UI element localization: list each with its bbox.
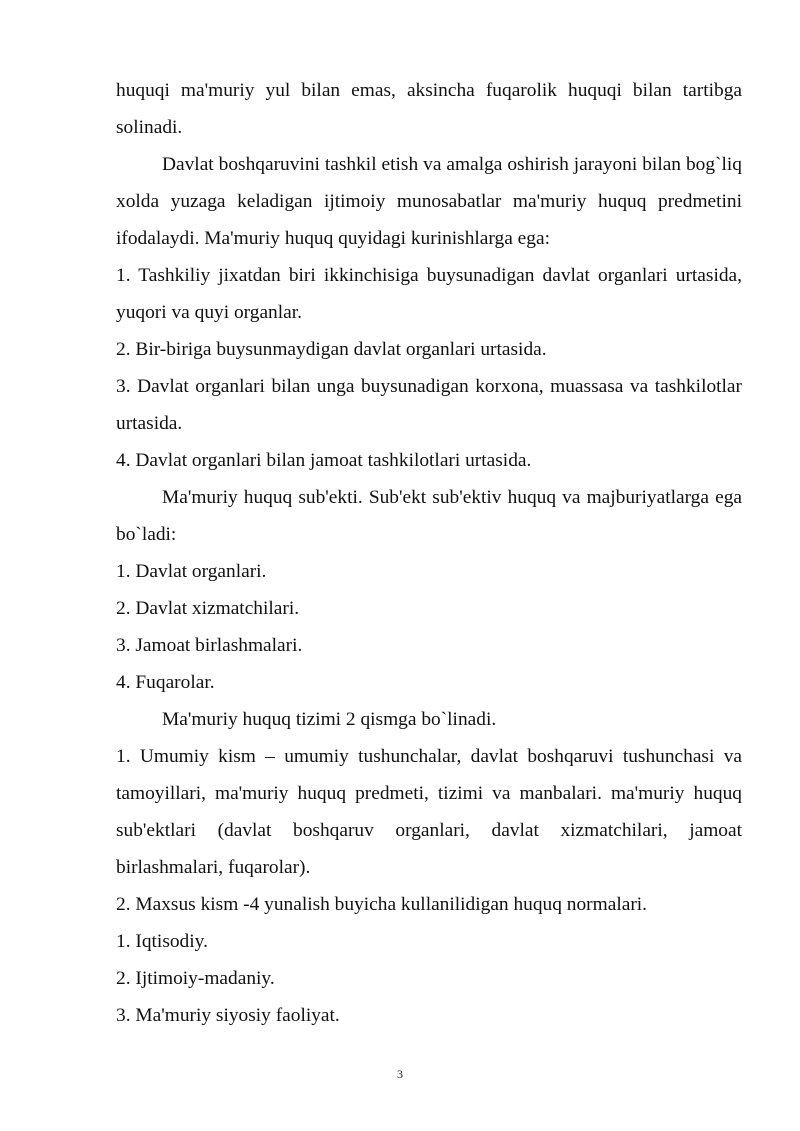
paragraph-continuation: huquqi ma'muriy yul bilan emas, aksincha fuqarolik huquqi bilan tartibga solinadi. bbox=[116, 80, 742, 138]
paragraph-subjects-heading: Ma'muriy huquq sub'ekti. Sub'ekt sub'ektiv huquq va majburiyatlarga ega bo`ladi: bbox=[116, 487, 742, 545]
list-item-relation-2: 2. Bir-biriga buysunmaydigan davlat organlari urtasida. bbox=[116, 339, 547, 360]
list-item-direction-3: 3. Ma'muriy siyosiy faoliyat. bbox=[116, 1005, 340, 1026]
list-item-relation-3: 3. Davlat organlari bilan unga buysunadigan korxona, muassasa va tashkilotlar urtasida. bbox=[116, 376, 742, 434]
list-item-subject-1: 1. Davlat organlari. bbox=[116, 561, 267, 582]
list-item-subject-4: 4. Fuqarolar. bbox=[116, 672, 215, 693]
page-number: 3 bbox=[397, 1067, 403, 1081]
list-item-relation-4: 4. Davlat organlari bilan jamoat tashkilotlari urtasida. bbox=[116, 450, 532, 471]
document-body bbox=[116, 72, 742, 1034]
list-item-direction-1: 1. Iqtisodiy. bbox=[116, 931, 208, 952]
paragraph-subject-definition: Davlat boshqaruvini tashkil etish va amalga oshirish jarayoni bilan bog`liq xolda yuzaga keladigan ijtimoiy munosabatlar ma'muriy huquq predmetini ifodalaydi. Ma'muriy huquq quyidagi kurinishlarga ega: bbox=[116, 154, 742, 249]
list-item-special-part: 2. Maxsus kism -4 yunalish buyicha kullanilidigan huquq normalari. bbox=[116, 894, 648, 915]
list-item-direction-2: 2. Ijtimoiy-madaniy. bbox=[116, 968, 275, 989]
list-item-subject-2: 2. Davlat xizmatchilari. bbox=[116, 598, 300, 619]
list-item-relation-1: 1. Tashkiliy jixatdan biri ikkinchisiga buysunadigan davlat organlari urtasida, yuqori va quyi organlar. bbox=[116, 265, 742, 323]
list-item-subject-3: 3. Jamoat birlashmalari. bbox=[116, 635, 303, 656]
list-item-general-part: 1. Umumiy kism – umumiy tushunchalar, davlat boshqaruvi tushunchasi va tamoyillari, ma'muriy huquq predmeti, tizimi va manbalari. ma'muriy huquq sub'ektlari (davlat boshqaruv organlari, davlat xizmatchilari, jamoat birlashmalari, fuqarolar). bbox=[116, 746, 742, 878]
paragraph-system-heading: Ma'muriy huquq tizimi 2 qismga bo`linadi. bbox=[162, 709, 497, 730]
